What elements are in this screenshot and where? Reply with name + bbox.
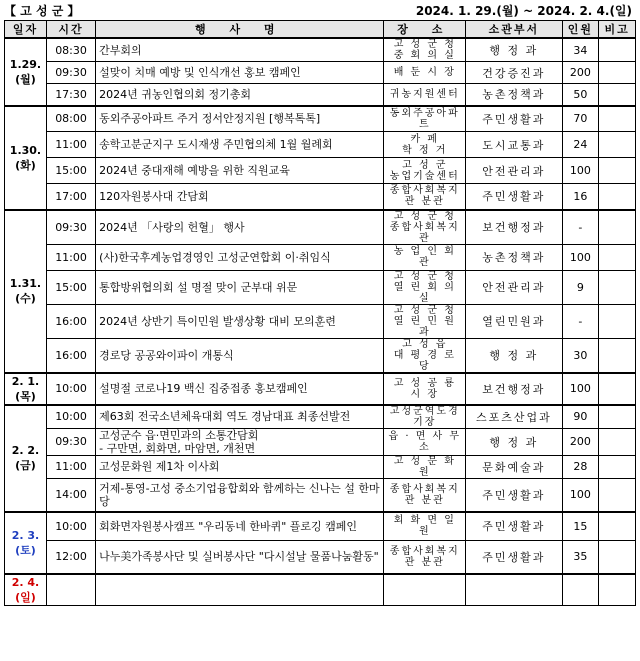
event-cell: 송학고분군지구 도시재생 주민협의체 1월 월례회	[96, 132, 384, 158]
dept-cell: 스포츠산업과	[466, 405, 562, 429]
count-cell: 100	[562, 373, 599, 405]
dept-cell: 도시교통과	[466, 132, 562, 158]
place-cell: 배 둔 시 장	[384, 62, 466, 84]
table-body	[5, 38, 636, 606]
table-row	[5, 512, 636, 540]
note-cell	[599, 184, 636, 210]
count-cell: 50	[562, 84, 599, 106]
dept-cell	[466, 574, 562, 606]
table-row	[5, 428, 636, 455]
note-cell	[599, 455, 636, 478]
date-cell: 2. 1. (목)	[5, 373, 47, 405]
note-cell	[599, 210, 636, 245]
dept-cell: 보건행정과	[466, 373, 562, 405]
count-cell: 34	[562, 38, 599, 62]
time-cell: 12:00	[46, 540, 95, 574]
time-cell: 11:00	[46, 244, 95, 270]
place-cell: 고 성 군 농업기술센터	[384, 158, 466, 184]
count-cell	[562, 574, 599, 606]
time-cell: 15:00	[46, 270, 95, 304]
count-cell: 200	[562, 428, 599, 455]
table-row	[5, 84, 636, 106]
date-cell: 2. 2. (금)	[5, 405, 47, 513]
place-cell: 고 성 문 화 원	[384, 455, 466, 478]
col-place: 장 소	[384, 21, 466, 39]
place-cell: 고 성 공 룡 시 장	[384, 373, 466, 405]
time-cell: 16:00	[46, 304, 95, 338]
count-cell: 100	[562, 244, 599, 270]
note-cell	[599, 84, 636, 106]
table-row	[5, 574, 636, 606]
dept-cell: 주민생활과	[466, 512, 562, 540]
note-cell	[599, 304, 636, 338]
dept-cell: 행 정 과	[466, 338, 562, 373]
time-cell: 11:00	[46, 455, 95, 478]
time-cell: 10:00	[46, 405, 95, 429]
count-cell: 15	[562, 512, 599, 540]
time-cell: 17:30	[46, 84, 95, 106]
dept-cell: 농촌정책과	[466, 84, 562, 106]
event-cell: 나누美가족봉사단 및 실버봉사단 "다시설날 물품나눔활동"	[96, 540, 384, 574]
time-cell: 17:00	[46, 184, 95, 210]
table-row	[5, 132, 636, 158]
event-cell: 2024년 「사랑의 헌혈」 행사	[96, 210, 384, 245]
col-dept: 소관부서	[466, 21, 562, 39]
count-cell: 90	[562, 405, 599, 429]
count-cell: 200	[562, 62, 599, 84]
note-cell	[599, 373, 636, 405]
event-cell: 동외주공아파트 주거 정서안정지원 [행복톡톡]	[96, 106, 384, 132]
place-cell: 농 업 인 회 관	[384, 244, 466, 270]
time-cell: 09:30	[46, 210, 95, 245]
table-row	[5, 304, 636, 338]
dept-cell: 안전관리과	[466, 158, 562, 184]
place-cell: 동외주공아파트	[384, 106, 466, 132]
table-row	[5, 38, 636, 62]
event-cell: 간부회의	[96, 38, 384, 62]
note-cell	[599, 132, 636, 158]
note-cell	[599, 158, 636, 184]
count-cell: 70	[562, 106, 599, 132]
time-cell: 10:00	[46, 512, 95, 540]
event-cell: 설명절 코로나19 백신 집중접종 홍보캠페인	[96, 373, 384, 405]
col-time: 시간	[46, 21, 95, 39]
place-cell: 읍 · 면 사 무 소	[384, 428, 466, 455]
count-cell: 28	[562, 455, 599, 478]
place-cell: 고 성 군 청 열 린 회 의 실	[384, 270, 466, 304]
time-cell: 11:00	[46, 132, 95, 158]
place-cell	[384, 574, 466, 606]
table-row	[5, 373, 636, 405]
place-cell: 고 성 군 청 열 린 민 원 과	[384, 304, 466, 338]
date-cell: 2. 4. (일)	[5, 574, 47, 606]
dept-cell: 농촌정책과	[466, 244, 562, 270]
place-cell: 고성군역도경기장	[384, 405, 466, 429]
time-cell: 09:30	[46, 428, 95, 455]
count-cell: 16	[562, 184, 599, 210]
event-cell: 경로당 공공와이파이 개통식	[96, 338, 384, 373]
dept-cell: 행 정 과	[466, 428, 562, 455]
count-cell: 30	[562, 338, 599, 373]
count-cell: 35	[562, 540, 599, 574]
table-row	[5, 106, 636, 132]
count-cell: -	[562, 210, 599, 245]
dept-cell: 행 정 과	[466, 38, 562, 62]
place-cell: 고 성 읍 대 평 경 로 당	[384, 338, 466, 373]
col-count: 인원	[562, 21, 599, 39]
note-cell	[599, 38, 636, 62]
note-cell	[599, 405, 636, 429]
place-cell: 카 페 학 정 거	[384, 132, 466, 158]
table-header-row	[5, 21, 636, 39]
dept-cell: 안전관리과	[466, 270, 562, 304]
note-cell	[599, 270, 636, 304]
note-cell	[599, 428, 636, 455]
header-bar	[0, 0, 640, 20]
count-cell: 100	[562, 478, 599, 512]
event-cell: 제63회 전국소년체육대회 역도 경남대표 최종선발전	[96, 405, 384, 429]
time-cell: 08:30	[46, 38, 95, 62]
note-cell	[599, 338, 636, 373]
table-row	[5, 455, 636, 478]
table-row	[5, 210, 636, 245]
table-row	[5, 184, 636, 210]
date-cell: 2. 3. (토)	[5, 512, 47, 574]
event-cell: 거제-통영-고성 중소기업융합회와 함께하는 신나는 설 한마당	[96, 478, 384, 512]
dept-cell: 주민생활과	[466, 540, 562, 574]
dept-cell: 주민생활과	[466, 106, 562, 132]
table-row	[5, 270, 636, 304]
date-cell: 1.31. (수)	[5, 210, 47, 373]
place-cell: 귀농지원센터	[384, 84, 466, 106]
place-cell: 고 성 군 청 종합사회복지관	[384, 210, 466, 245]
schedule-table	[4, 20, 636, 606]
note-cell	[599, 540, 636, 574]
place-cell: 종합사회복지관 분관	[384, 184, 466, 210]
table-row	[5, 158, 636, 184]
note-cell	[599, 106, 636, 132]
dept-cell: 건강증진과	[466, 62, 562, 84]
event-cell: 고성군수 읍·면민과의 소통간담회 - 구만면, 회화면, 마암면, 개천면	[96, 428, 384, 455]
event-cell: 고성문화원 제1차 이사회	[96, 455, 384, 478]
table-row	[5, 62, 636, 84]
col-event: 행 사 명	[96, 21, 384, 39]
time-cell: 16:00	[46, 338, 95, 373]
count-cell: 24	[562, 132, 599, 158]
date-cell: 1.29. (월)	[5, 38, 47, 106]
dept-cell: 열린민원과	[466, 304, 562, 338]
note-cell	[599, 478, 636, 512]
event-cell: 2024년 귀농인협의회 정기총회	[96, 84, 384, 106]
table-row	[5, 338, 636, 373]
count-cell: -	[562, 304, 599, 338]
time-cell: 09:30	[46, 62, 95, 84]
count-cell: 100	[562, 158, 599, 184]
time-cell: 14:00	[46, 478, 95, 512]
table-row	[5, 405, 636, 429]
place-cell: 회 화 면 일 원	[384, 512, 466, 540]
time-cell	[46, 574, 95, 606]
count-cell: 9	[562, 270, 599, 304]
dept-cell: 주민생활과	[466, 184, 562, 210]
event-cell: 설맞이 치매 예방 및 인식개선 홍보 캠페인	[96, 62, 384, 84]
place-cell: 종합사회복지관 분관	[384, 478, 466, 512]
table-row	[5, 540, 636, 574]
date-cell: 1.30. (화)	[5, 106, 47, 210]
place-cell: 고 성 군 청 중 회 의 실	[384, 38, 466, 62]
note-cell	[599, 244, 636, 270]
event-cell: (사)한국후계농업경영인 고성군연합회 이·취임식	[96, 244, 384, 270]
note-cell	[599, 512, 636, 540]
table-row	[5, 478, 636, 512]
col-note: 비고	[599, 21, 636, 39]
event-cell	[96, 574, 384, 606]
event-cell: 120자원봉사대 간담회	[96, 184, 384, 210]
time-cell: 15:00	[46, 158, 95, 184]
note-cell	[599, 574, 636, 606]
event-cell: 2024년 상반기 특이민원 발생상황 대비 모의훈련	[96, 304, 384, 338]
org-name: 【 고 성 군 】	[4, 4, 80, 18]
event-cell: 통합방위협의회 설 명절 맞이 군부대 위문	[96, 270, 384, 304]
event-cell: 회화면자원봉사캠프 "우리동네 한바퀴" 플로깅 캠페인	[96, 512, 384, 540]
event-cell: 2024년 중대재해 예방을 위한 직원교육	[96, 158, 384, 184]
table-row	[5, 244, 636, 270]
period: 2024. 1. 29.(월) ~ 2024. 2. 4.(일)	[415, 4, 632, 18]
dept-cell: 주민생활과	[466, 478, 562, 512]
time-cell: 10:00	[46, 373, 95, 405]
col-date: 일자	[5, 21, 47, 39]
time-cell: 08:00	[46, 106, 95, 132]
place-cell: 종합사회복지관 분관	[384, 540, 466, 574]
note-cell	[599, 62, 636, 84]
dept-cell: 문화예술과	[466, 455, 562, 478]
dept-cell: 보건행정과	[466, 210, 562, 245]
